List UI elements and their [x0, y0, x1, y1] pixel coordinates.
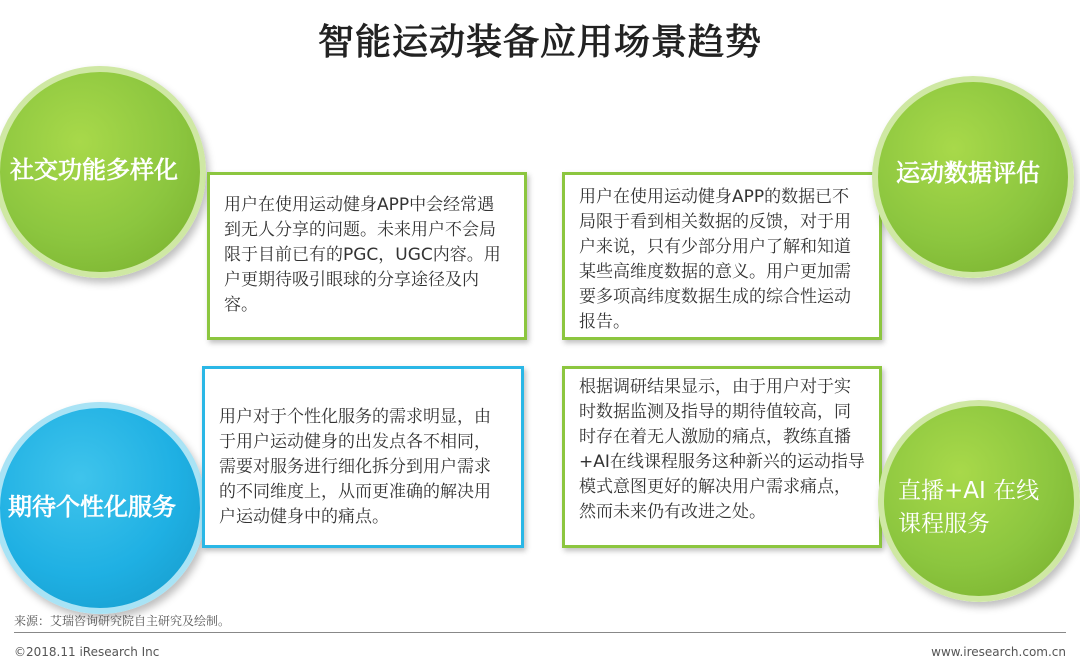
- social-text: 用户在使用运动健身APP中会经常遇到无人分享的问题。未来用户不会局限于目前已有的PGC，UGC内容。用户更期待吸引眼球的分享途径及内容。: [224, 195, 501, 315]
- data-eval-text: 用户在使用运动健身APP的数据已不局限于看到相关数据的反馈，对于用户来说，只有少部分用户了解和知道某些高维度数据的意义。用户更加需要多项高纬度数据生成的综合性运动报告。: [579, 187, 851, 332]
- data-eval-text-box: [562, 172, 882, 340]
- source-note: 来源：艾瑞咨询研究院自主研究及绘制。: [14, 614, 231, 628]
- personalized-label: 期待个性化服务: [8, 493, 176, 521]
- data-eval-label: 运动数据评估: [896, 159, 1040, 187]
- page-title: 智能运动装备应用场景趋势: [317, 22, 762, 63]
- footer-divider: [14, 632, 1066, 633]
- social-text-box: [207, 172, 527, 340]
- live-ai-label: [898, 475, 1039, 541]
- live-ai-label-line2: 课程服务: [898, 511, 990, 537]
- personalized-text-box: [202, 366, 524, 548]
- live-ai-text: 根据调研结果显示，由于用户对于实时数据监测及指导的期待值较高，同时存在着无人激励的痛点，教练直播+AI在线课程服务这种新兴的运动指导模式意图更好的解决用户需求痛点，然而未来仍有改进之处。: [579, 377, 865, 522]
- personalized-text: 用户对于个性化服务的需求明显，由于用户运动健身的出发点各不相同，需要对服务进行细化拆分到用户需求的不同维度上，从而更准确的解决用户运动健身中的痛点。: [219, 407, 491, 527]
- social-label: 社交功能多样化: [10, 156, 178, 184]
- live-ai-text-box: [562, 366, 882, 548]
- footer-copyright: ©2018.11 iResearch Inc: [14, 645, 160, 659]
- live-ai-label-line1: 直播+AI 在线: [898, 478, 1040, 504]
- footer-website: www.iresearch.com.cn: [931, 645, 1066, 659]
